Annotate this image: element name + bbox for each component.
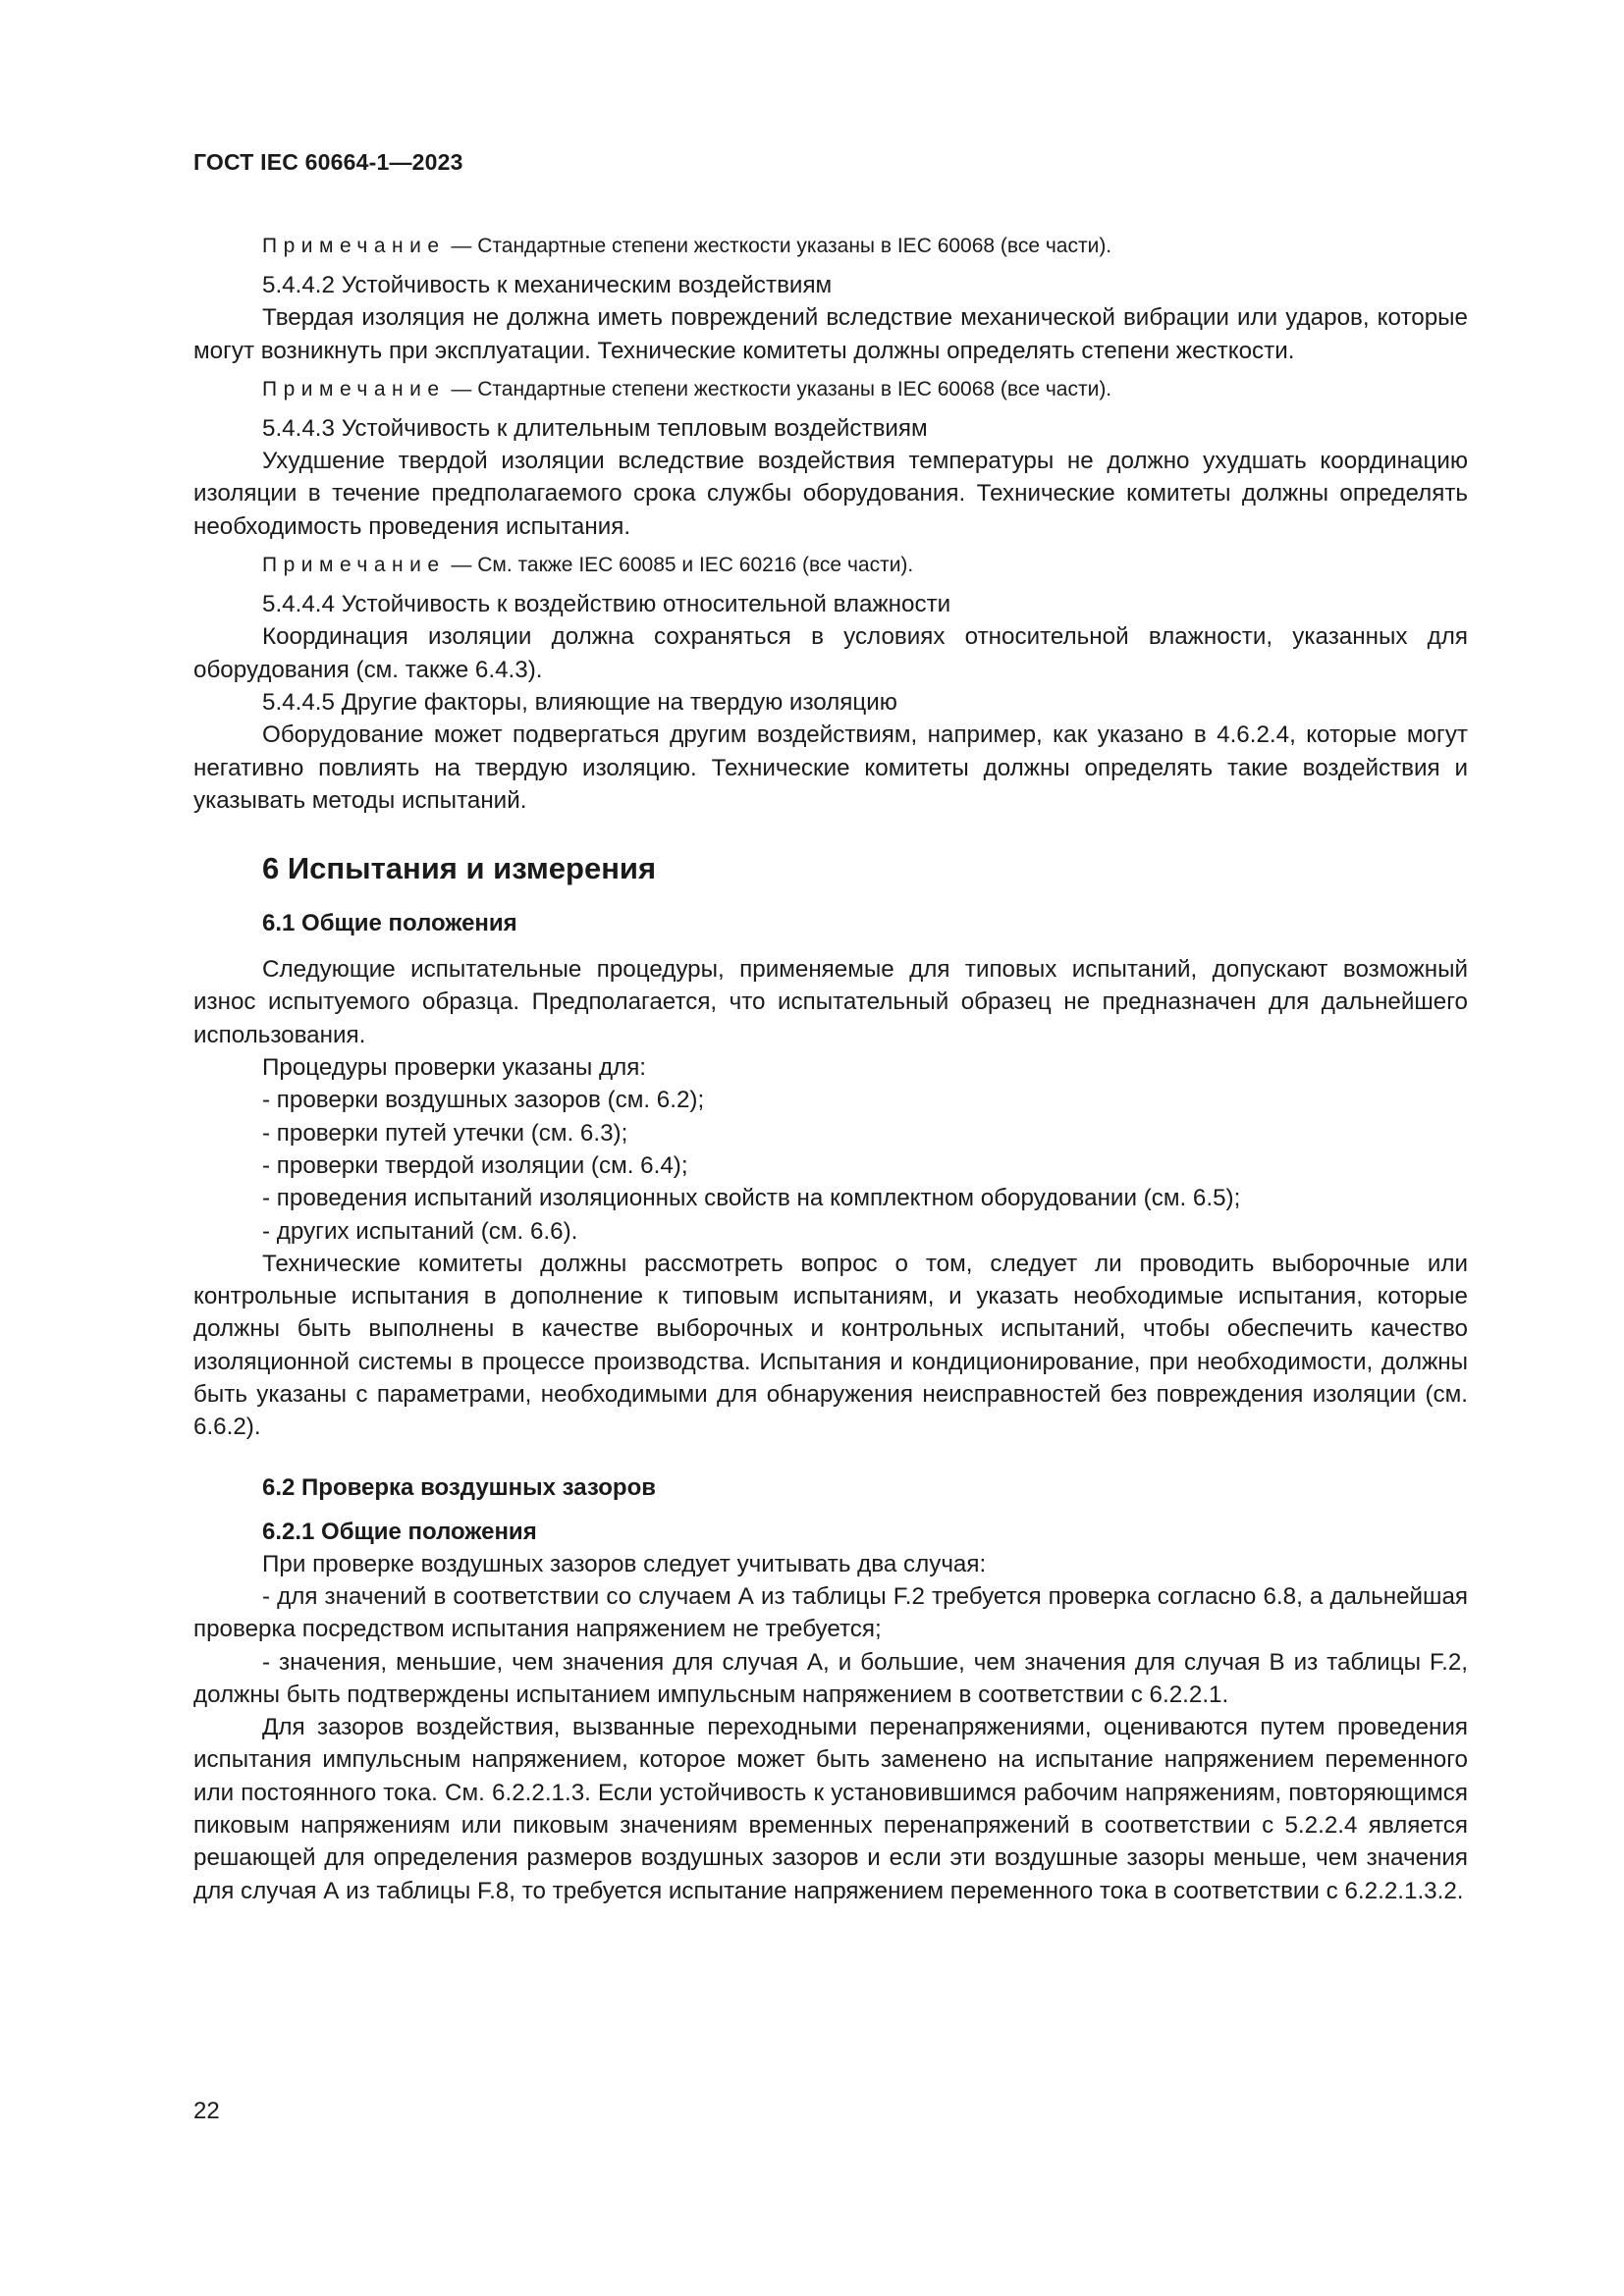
page-content — [193, 224, 1468, 1907]
list-item: - других испытаний (см. 6.6). — [262, 1217, 578, 1245]
list-item: - проверки твердой изоляции (см. 6.4); — [262, 1151, 688, 1179]
list-item: - значения, меньшие, чем значения для случая А, и большие, чем значения для случая В из таблицы F.2, должны быть подтверждены испытанием импульсным напряжением в соответствии с 6.2.2.1. — [193, 1648, 1468, 1708]
note-label: Примечание — [262, 554, 446, 577]
subsection-heading: 6.2 Проверка воздушных зазоров — [262, 1473, 656, 1501]
list-item: - проверки путей утечки (см. 6.3); — [262, 1119, 628, 1147]
paragraph: Для зазоров воздействия, вызванные переходными перенапряжениями, оцениваются путем проведения испытания импульсным напряжением, которое может быть заменено на испытание напряжением переменного или постоянного тока. См. 6.2.2.1.3. Если устойчивость к установившимся рабочим напряжениям, повторяющимся пиковым напряжениям или пиковым значениям временных перенапряжений в соответствии с 5.2.2.4 является решающей для определения размеров воздушных зазоров и если эти воздушные зазоры меньше, чем значения для случая А из таблицы F.8, то требуется испытание напряжением переменного тока в соответствии с 6.2.2.1.3.2. — [193, 1714, 1468, 1904]
clause-body: Ухудшение твердой изоляции вследствие воздействия температуры не должно ухудшать координацию изоляции в течение предполагаемого срока службы оборудования. Технические комитеты должны определять необходимость проведения испытания. — [193, 448, 1468, 540]
list-item: - для значений в соответствии со случаем А из таблицы F.2 требуется проверка согласно 6.8, а дальнейшая проверка посредством испытания напряжением не требуется; — [193, 1582, 1468, 1643]
page-number: 22 — [193, 2098, 220, 2124]
subsection-heading: 6.2.1 Общие положения — [262, 1518, 537, 1545]
list-item: - проверки воздушных зазоров (см. 6.2); — [262, 1087, 705, 1114]
note-label: Примечание — [262, 235, 446, 257]
clause-body: Твердая изоляция не должна иметь повреждений вследствие механической вибрации или ударов, которые могут возникнуть при эксплуатации. Технические комитеты должны определять степени жесткости. — [193, 304, 1468, 364]
document-header: ГОСТ IEC 60664-1—2023 — [193, 149, 463, 175]
section-heading: 6 Испытания и измерения — [262, 851, 657, 886]
paragraph: Процедуры проверки указаны для: — [262, 1054, 647, 1082]
paragraph: При проверке воздушных зазоров следует учитывать два случая: — [262, 1550, 987, 1577]
clause-title: 5.4.4.2 Устойчивость к механическим воздействиям — [262, 272, 833, 298]
list-item: - проведения испытаний изоляционных свойств на комплектном оборудовании (см. 6.5); — [262, 1185, 1241, 1212]
note-label: Примечание — [262, 377, 446, 400]
clause-title: 5.4.4.4 Устойчивость к воздействию относительной влажности — [262, 591, 951, 618]
clause-body: Координация изоляции должна сохраняться в условиях относительной влажности, указанных для оборудования (см. также 6.4.3). — [193, 623, 1468, 683]
clause-body: Оборудование может подвергаться другим воздействиям, например, как указано в 4.6.2.4, которые могут негативно повлиять на твердую изоляцию. Технические комитеты должны определять такие воздействия и указывать методы испытаний. — [193, 721, 1468, 814]
note-text: — Стандартные степени жесткости указаны в IEC 60068 (все части). — [445, 235, 1112, 257]
note-text: — См. также IEC 60085 и IEC 60216 (все части). — [445, 554, 914, 577]
note — [193, 551, 1468, 580]
subsection-heading: 6.1 Общие положения — [262, 910, 517, 937]
clause-title: 5.4.4.3 Устойчивость к длительным тепловым воздействиям — [262, 414, 928, 442]
note — [193, 232, 1468, 261]
paragraph: Технические комитеты должны рассмотреть вопрос о том, следует ли проводить выборочные или контрольные испытания в дополнение к типовым испытаниям, и указать необходимые испытания, которые должны быть выполнены в качестве выборочных и контрольных испытаний, чтобы обеспечить качество изоляционной системы в процессе производства. Испытания и кондиционирование, при необходимости, должны быть указаны с параметрами, необходимыми для обнаружения неисправностей без повреждения изоляции (см. 6.6.2). — [193, 1250, 1468, 1441]
clause-title: 5.4.4.5 Другие факторы, влияющие на твердую изоляцию — [262, 688, 897, 716]
paragraph: Следующие испытательные процедуры, применяемые для типовых испытаний, допускают возможный износ испытуемого образца. Предполагается, что испытательный образец не предназначен для дальнейшего использования. — [193, 956, 1468, 1048]
note-text: — Стандартные степени жесткости указаны в IEC 60068 (все части). — [445, 377, 1112, 400]
note — [193, 375, 1468, 404]
